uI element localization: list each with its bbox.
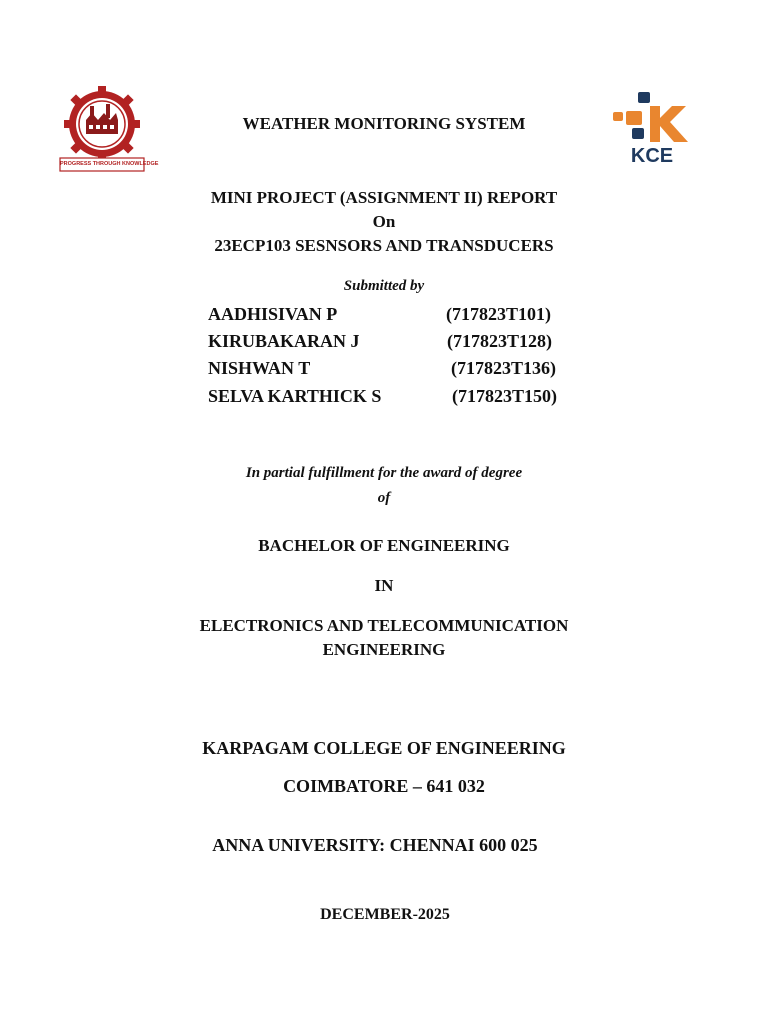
project-title: WEATHER MONITORING SYSTEM (242, 114, 526, 133)
student-name: KIRUBAKARAN J (208, 331, 360, 351)
branch-line-2: ENGINEERING (322, 640, 446, 659)
student-row (208, 304, 588, 328)
kce-logo-text: KCE (630, 145, 674, 167)
student-row (208, 358, 588, 382)
student-roll: (717823T150) (452, 386, 557, 406)
degree-name: BACHELOR OF ENGINEERING (258, 536, 510, 555)
fulfillment-of: of (377, 490, 391, 506)
report-on: On (372, 212, 396, 231)
student-name: AADHISIVAN P (208, 304, 338, 324)
student-row (208, 331, 588, 355)
degree-in: IN (374, 576, 394, 595)
college-city: COIMBATORE – 641 032 (283, 776, 485, 796)
student-roll: (717823T128) (447, 331, 552, 351)
course-title: 23ECP103 SESNSORS AND TRANSDUCERS (214, 236, 554, 255)
student-roll: (717823T136) (451, 358, 556, 378)
college-name: KARPAGAM COLLEGE OF ENGINEERING (202, 738, 566, 758)
university-name: ANNA UNIVERSITY: CHENNAI 600 025 (212, 835, 538, 855)
student-row (208, 386, 588, 410)
report-date: DECEMBER-2025 (320, 906, 450, 923)
report-type: MINI PROJECT (ASSIGNMENT II) REPORT (210, 188, 558, 207)
branch-line-1: ELECTRONICS AND TELECOMMUNICATION (199, 616, 569, 635)
fulfillment-text: In partial fulfillment for the award of degree (245, 465, 523, 481)
anna-university-motto: PROGRESS THROUGH KNOWLEDGE (60, 161, 159, 167)
student-name: NISHWAN T (208, 358, 311, 378)
student-roll: (717823T101) (446, 304, 551, 324)
student-name: SELVA KARTHICK S (208, 386, 382, 406)
submitted-by-label: Submitted by (343, 278, 425, 294)
